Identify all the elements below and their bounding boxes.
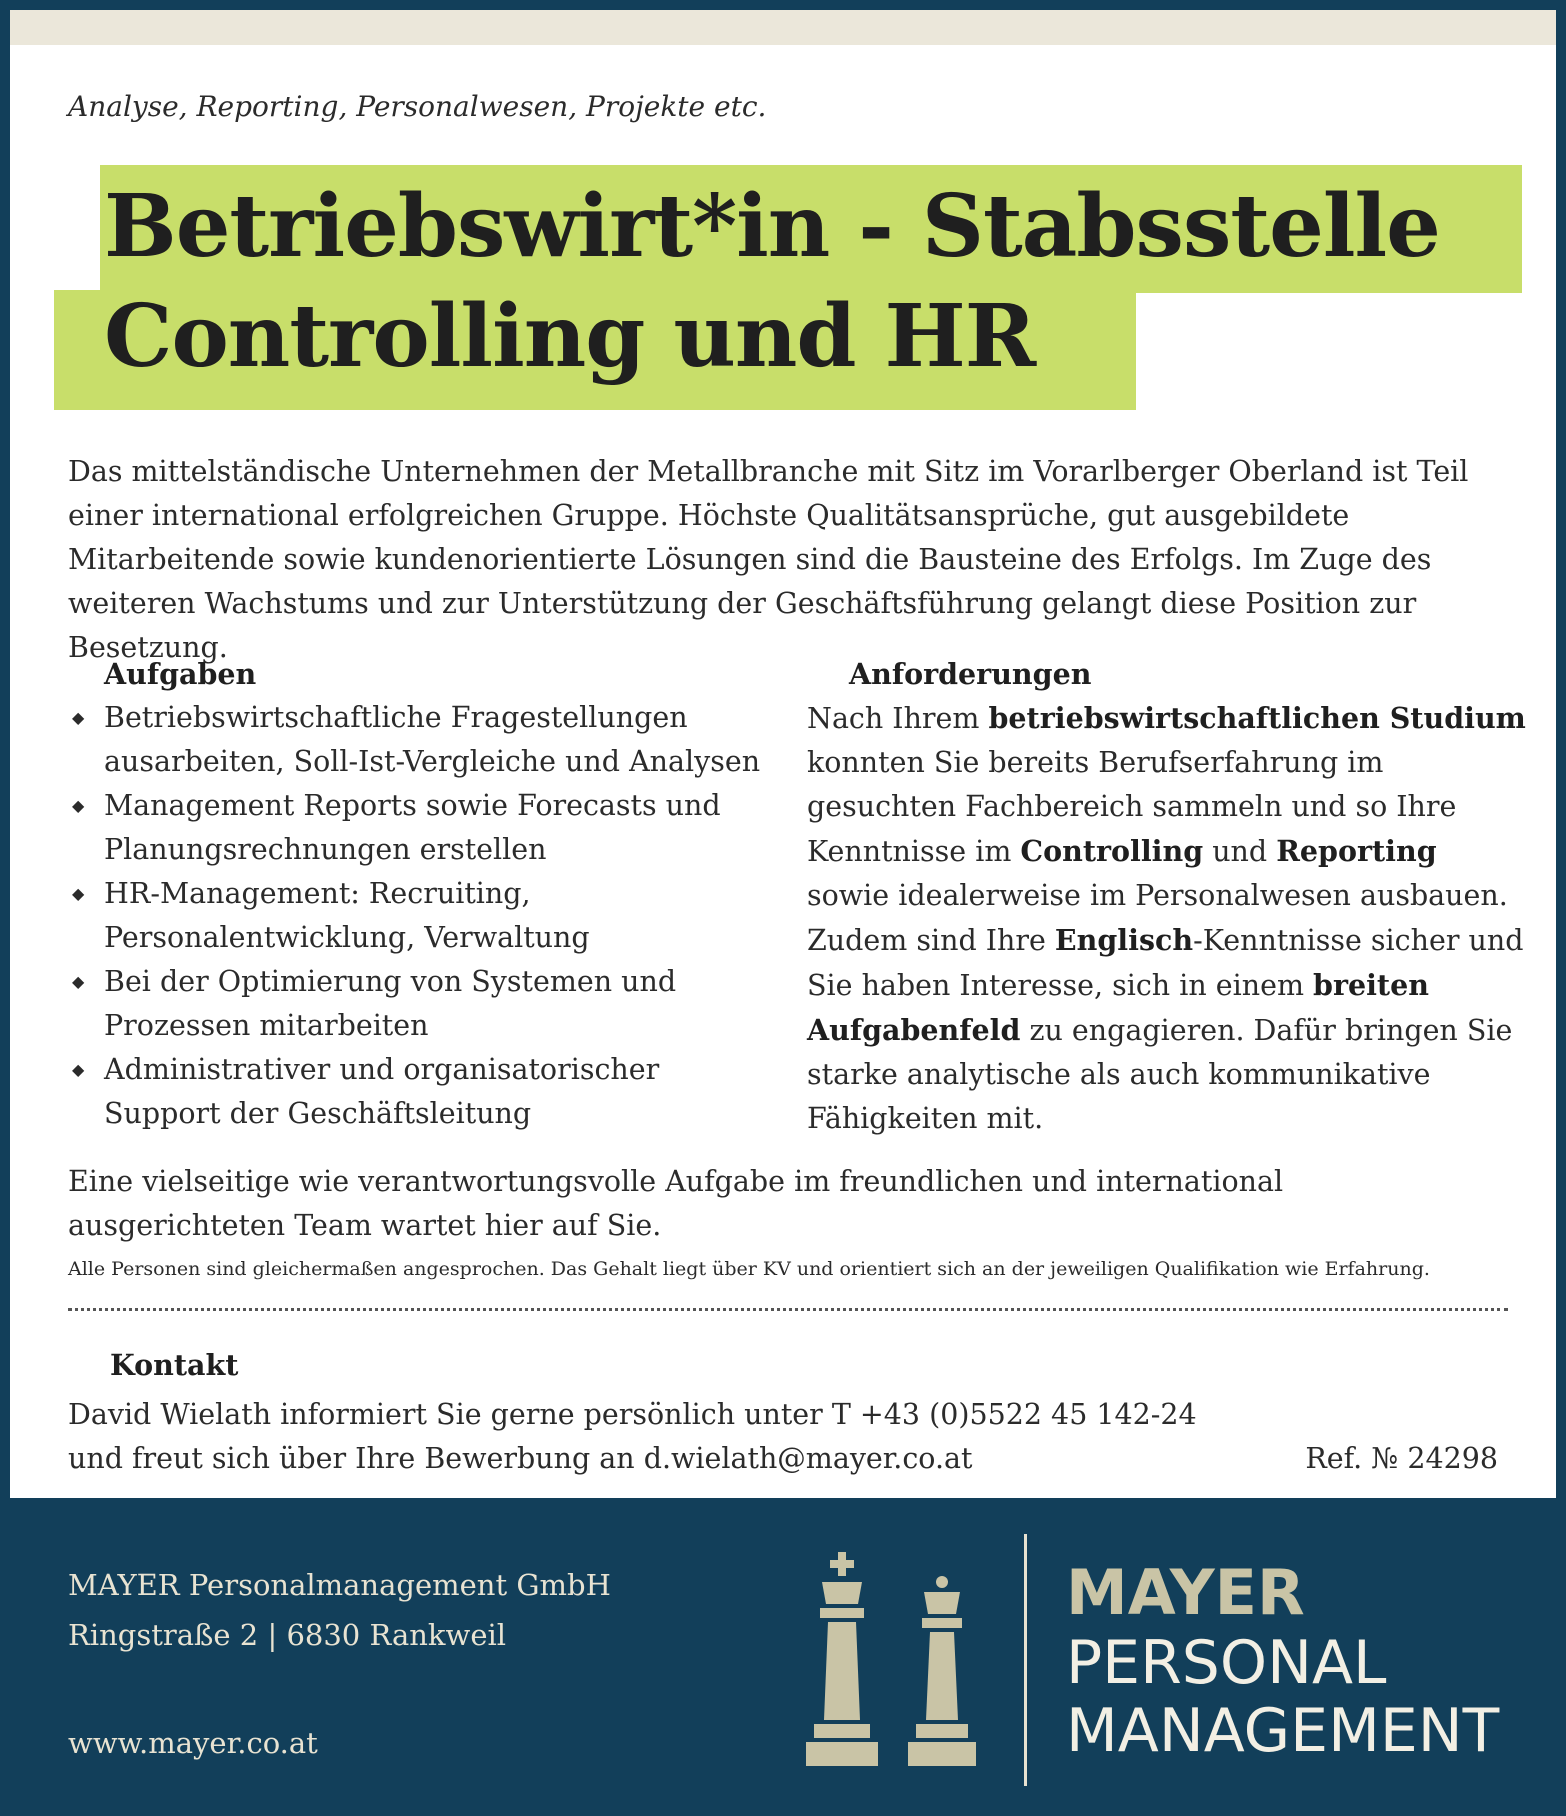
list-item: ◆ Bei der Optimierung von Systemen und Prozessen mitarbeiten bbox=[68, 960, 768, 1048]
closing-text: Eine vielseitige wie verantwortungsvolle Aufgabe im freundlichen und international ausgerichteten Team wartet hier auf Sie. bbox=[68, 1165, 1284, 1242]
contact-heading: Kontakt bbox=[110, 1348, 239, 1382]
contact-phone-line: David Wielath informiert Sie gerne persönlich unter T +43 (0)5522 45 142-24 bbox=[68, 1398, 1197, 1431]
list-item: ◆ Betriebswirtschaftliche Fragestellungen ausarbeiten, Soll-Ist-Vergleiche und Analysen bbox=[68, 696, 768, 784]
top-band bbox=[10, 10, 1556, 45]
bullet-icon: ◆ bbox=[72, 1060, 85, 1079]
job-title bbox=[104, 172, 1440, 392]
requirements-section bbox=[807, 652, 1527, 1141]
brand-name-line-3: MANAGEMENT bbox=[1066, 1696, 1500, 1766]
requirements-text: Nach Ihrem betriebswirtschaftlichen Studium konnten Sie bereits Berufserfahrung im gesuchten Fachbereich sammeln und so Ihre Kenntnisse im Controlling und Reporting sowie idealerweise im Personalwesen ausbauen. Zudem sind Ihre Englisch-Kenntnisse sicher und Sie haben Interesse, sich in einem breiten Aufgabenfeld zu engagieren. Dafür bringen Sie starke analytische als auch kommunikative Fähigkeiten mit. bbox=[807, 701, 1526, 1135]
list-item: ◆ Management Reports sowie Forecasts und Planungsrechnungen erstellen bbox=[68, 784, 768, 872]
footer bbox=[0, 1498, 1566, 1816]
company-intro: Das mittelständische Unternehmen der Metallbranche mit Sitz im Vorarlberger Oberland ist Teil einer international erfolgreichen Gruppe. Höchste Qualitätsansprüche, gut ausgebildete Mitarbeitende sowie kundenorientierte Lösungen sind die Bausteine des Erfolgs. Im Zuge des weiteren Wachstums und zur Unterstützung der Geschäftsführung gelangt diese Position zur Besetzung. bbox=[68, 455, 1469, 664]
chess-pieces-icon bbox=[800, 1552, 990, 1772]
tasks-heading: Aufgaben bbox=[104, 657, 257, 691]
footer-divider bbox=[1024, 1534, 1027, 1786]
req-highlight: Controlling bbox=[1020, 834, 1204, 868]
job-title-line-2: Controlling und HR bbox=[104, 286, 1036, 387]
requirements-heading: Anforderungen bbox=[849, 657, 1092, 691]
reference-number: Ref. № 24298 bbox=[1305, 1442, 1498, 1475]
list-item: ◆ Administrativer und organisatorischer Support der Geschäftsleitung bbox=[68, 1048, 768, 1136]
brand-name-line-1: MAYER bbox=[1066, 1556, 1305, 1629]
req-highlight: Reporting bbox=[1276, 834, 1437, 868]
subtitle: Analyse, Reporting, Personalwesen, Projekte etc. bbox=[68, 90, 767, 123]
list-item: ◆ HR-Management: Recruiting, Personalentwicklung, Verwaltung bbox=[68, 872, 768, 960]
req-highlight: breiten Aufgabenfeld bbox=[807, 968, 1429, 1047]
bullet-icon: ◆ bbox=[72, 884, 85, 903]
footer-website-link[interactable]: www.mayer.co.at bbox=[68, 1726, 318, 1760]
disclaimer: Alle Personen sind gleichermaßen angesprochen. Das Gehalt liegt über KV und orientiert sich an der jeweiligen Qualifikation wie Erfahrung. bbox=[68, 1258, 1430, 1280]
tasks-list bbox=[68, 696, 768, 1136]
dotted-divider bbox=[68, 1308, 1508, 1311]
bullet-icon: ◆ bbox=[72, 796, 85, 815]
brand-name-line-2: PERSONAL bbox=[1066, 1628, 1387, 1698]
req-highlight: betriebswirtschaftlichen Studium bbox=[988, 701, 1526, 735]
bullet-icon: ◆ bbox=[72, 972, 85, 991]
footer-company-name: MAYER Personalmanagement GmbH bbox=[68, 1568, 611, 1602]
contact-email-line: und freut sich über Ihre Bewerbung an d.wielath@mayer.co.at bbox=[68, 1442, 973, 1475]
tasks-section bbox=[68, 652, 768, 1136]
footer-address: Ringstraße 2 | 6830 Rankweil bbox=[68, 1618, 507, 1652]
job-title-line-1: Betriebswirt*in - Stabsstelle bbox=[104, 176, 1440, 277]
req-highlight: Englisch bbox=[1054, 923, 1194, 957]
bullet-icon: ◆ bbox=[72, 708, 85, 727]
